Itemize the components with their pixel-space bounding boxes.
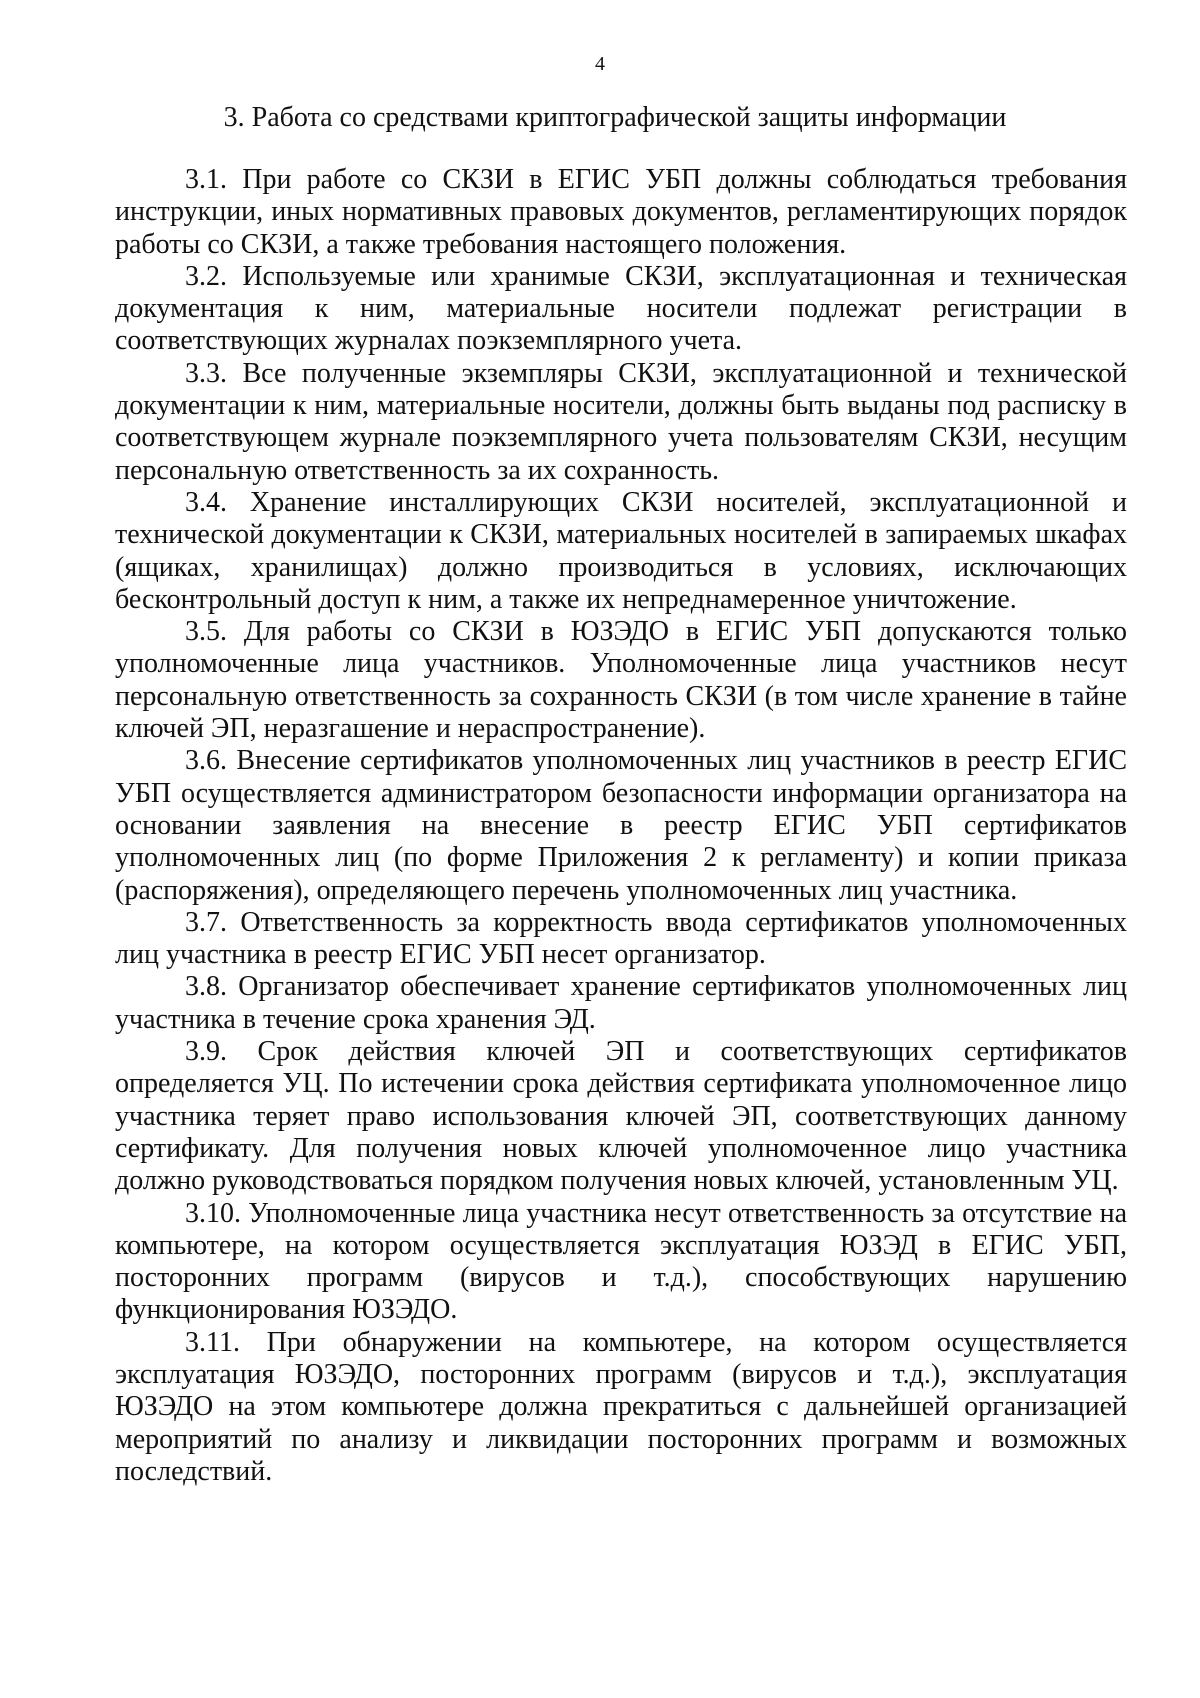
paragraph-3-10: 3.10. Уполномоченные лица участника несут ответственность за отсутствие на компьютере, на котором осуществляется эксплуатация ЮЗЭД в ЕГИС УБП, посторонних программ (вирусов и т.д.), способствующих нарушению функционирования ЮЗЭДО. [115,1197,1127,1326]
paragraph-3-3: 3.3. Все полученные экземпляры СКЗИ, эксплуатационной и технической документации к ним, материальные носители, должны быть выданы под расписку в соответствующем журнале поэкземплярного учета пользователям СКЗИ, несущим персональную ответственность за их сохранность. [115,357,1127,486]
paragraph-3-6: 3.6. Внесение сертификатов уполномоченных лиц участников в реестр ЕГИС УБП осуществляется администратором безопасности информации организатора на основании заявления на внесение в реестр ЕГИС УБП сертификатов уполномоченных лиц (по форме Приложения 2 к регламенту) и копии приказа (распоряжения), определяющего перечень уполномоченных лиц участника. [115,745,1127,906]
paragraph-3-8: 3.8. Организатор обеспечивает хранение сертификатов уполномоченных лиц участника в течение срока хранения ЭД. [115,971,1127,1035]
paragraph-3-9: 3.9. Срок действия ключей ЭП и соответствующих сертификатов определяется УЦ. По истечении срока действия сертификата уполномоченное лицо участника теряет право использования ключей ЭП, соответствующих данному сертификату. Для получения новых ключей уполномоченное лицо участника должно руководствоваться порядком получения новых ключей, установленным УЦ. [115,1036,1127,1197]
paragraph-list [115,164,1127,1488]
paragraph-3-1: 3.1. При работе со СКЗИ в ЕГИС УБП должны соблюдаться требования инструкции, иных нормативных правовых документов, регламентирующих порядок работы со СКЗИ, а также требования настоящего положения. [115,164,1127,260]
section-heading: 3. Работа со средствами криптографической защиты информации [223,102,1007,133]
paragraph-3-11: 3.11. При обнаружении на компьютере, на котором осуществляется эксплуатация ЮЗЭДО, посторонних программ (вирусов и т.д.), эксплуатация ЮЗЭДО на этом компьютере должна прекратиться с дальнейшей организацией мероприятий по анализу и ликвидации посторонних программ и возможных последствий. [115,1326,1127,1487]
paragraph-3-7: 3.7. Ответственность за корректность ввода сертификатов уполномоченных лиц участника в реестр ЕГИС УБП несет организатор. [115,906,1127,971]
page-number: 4 [595,53,605,75]
paragraph-3-2: 3.2. Используемые или хранимые СКЗИ, эксплуатационная и техническая документация к ним, материальные носители подлежат регистрации в соответствующих журналах поэкземплярного учета. [115,260,1127,357]
paragraph-3-4: 3.4. Хранение инсталлирующих СКЗИ носителей, эксплуатационной и технической документации к СКЗИ, материальных носителей в запираемых шкафах (ящиках, хранилищах) должно производиться в условиях, исключающих бесконтрольный доступ к ним, а также их непреднамеренное уничтожение. [115,486,1127,615]
paragraph-3-5: 3.5. Для работы со СКЗИ в ЮЗЭДО в ЕГИС УБП допускаются только уполномоченные лица участников. Уполномоченные лица участников несут персональную ответственность за сохранность СКЗИ (в том числе хранение в тайне ключей ЭП, неразгашение и нераспространение). [115,616,1127,745]
